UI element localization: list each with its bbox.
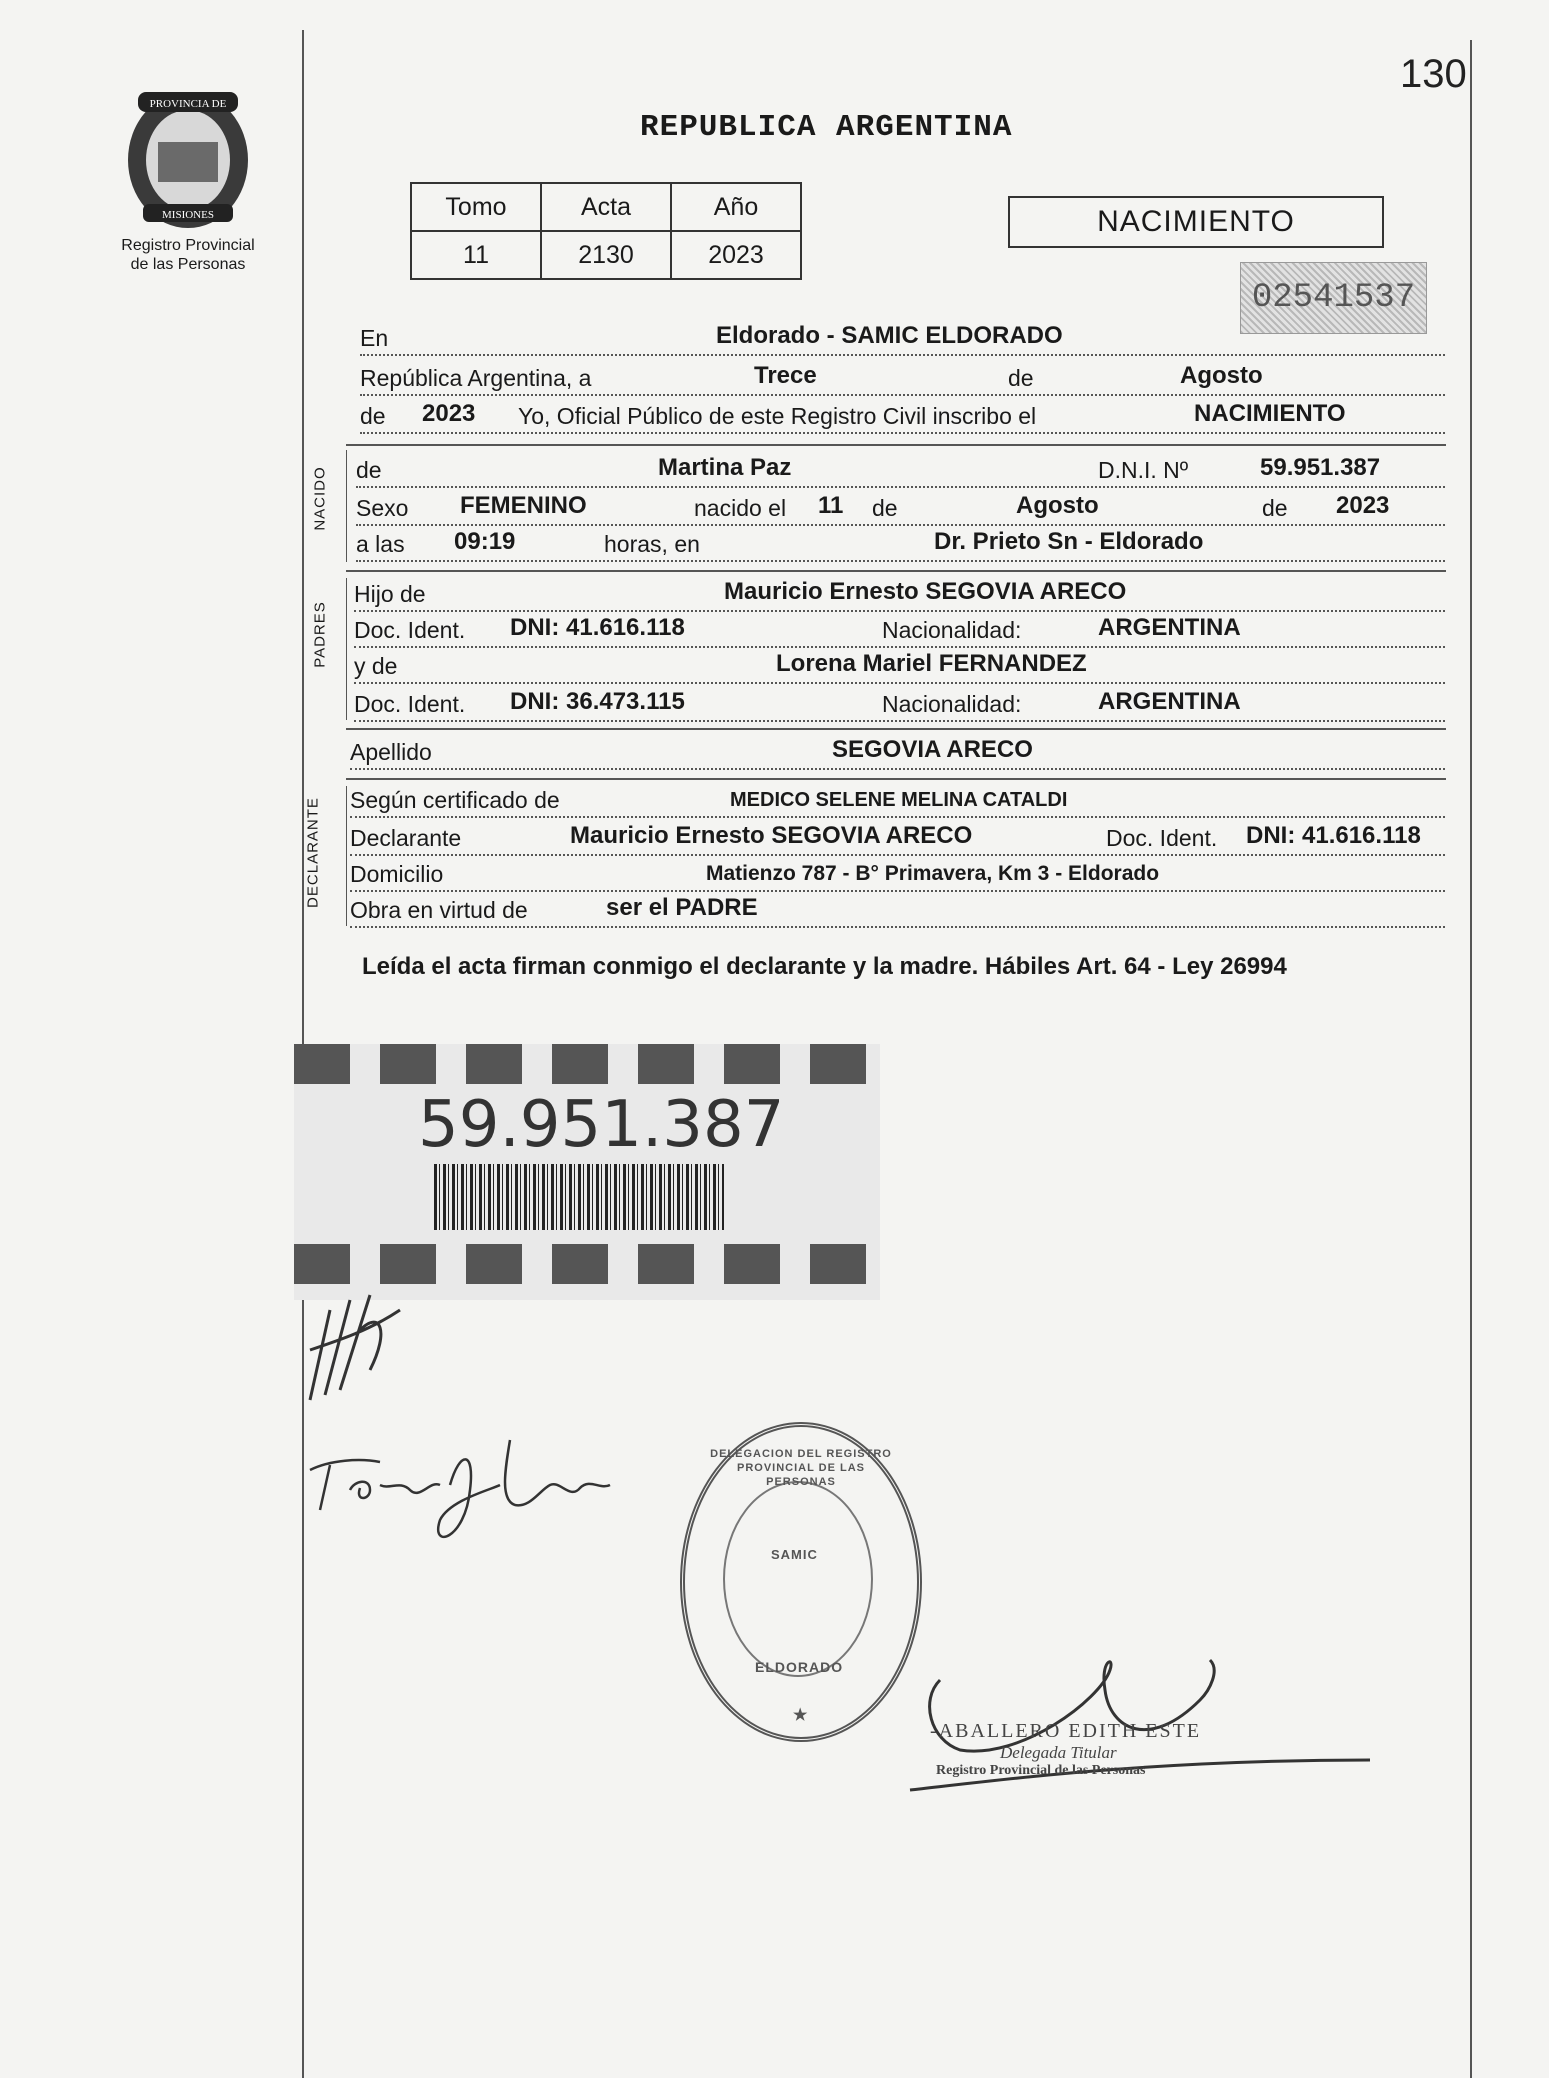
section-divider [346,728,1446,730]
official-stamp [930,1720,1270,1779]
field-year-prefix: de [360,403,386,429]
field-certificado-label: Según certificado de [350,787,560,813]
barcode-number: 59.951.387 [418,1088,785,1162]
field-doc-madre-label: Doc. Ident. [354,691,466,717]
field-hora-place: Dr. Prieto Sn - Eldorado [934,528,1204,555]
field-apellido [350,734,1445,770]
logo-seal-bottom-text: MISIONES [162,209,214,221]
field-nacido-de-month-label: de [872,495,898,521]
official-stamp-office: Registro Provincial de las Personas [936,1763,1146,1778]
field-nacido-el-label: nacido el [694,495,787,521]
logo-caption [88,236,288,274]
field-y-de-label: y de [354,653,398,679]
field-hijo-de-value: Mauricio Ernesto SEGOVIA ARECO [724,578,1127,605]
field-obra [350,892,1445,928]
field-doc-padre-value: DNI: 41.616.118 [510,614,685,641]
table-header-tomo: Tomo [411,183,541,231]
father-signature [300,1290,410,1410]
barcode-pattern-band-bottom [294,1244,880,1284]
field-republica-de-label: de [1008,365,1034,391]
field-y-de-value: Lorena Mariel FERNANDEZ [776,650,1087,677]
field-apellido-value: SEGOVIA ARECO [832,736,1033,763]
field-hora-label: a las [356,531,405,557]
field-doc-madre [354,686,1445,722]
field-republica-day: Trece [754,362,817,389]
barcode-label [294,1044,880,1300]
field-en [360,320,1445,356]
field-obra-value: ser el PADRE [606,894,758,921]
logo-caption-line2: de las Personas [130,256,246,273]
field-doc-padre [354,612,1445,648]
registry-table [410,182,802,280]
field-nacido-de [356,452,1445,488]
closing-text: Leída el acta firman conmigo el declarante y la madre. Hábiles Art. 64 - Ley 26994 [362,953,1287,980]
document-type-box: NACIMIENTO [1008,196,1384,248]
field-domicilio-value: Matienzo 787 - B° Primavera, Km 3 - Eldorado [706,862,1160,885]
field-nac-madre-value: ARGENTINA [1098,688,1241,715]
field-declarante-label: Declarante [350,825,462,851]
document-title: REPUBLICA ARGENTINA [640,110,1013,145]
official-stamp-name: -ABALLERO EDITH ESTE [930,1720,1202,1742]
field-hora-value: 09:19 [454,528,516,555]
field-horas-label: horas, en [604,531,700,557]
field-y-de [354,648,1445,684]
section-divider [346,570,1446,572]
registry-seal-inner [723,1481,873,1677]
logo-caption-line1: Registro Provincial [121,237,255,254]
official-stamp-role: Delegada Titular [1000,1743,1117,1762]
field-nacido-year: 2023 [1336,492,1390,519]
field-obra-label: Obra en virtud de [350,897,528,923]
seal-inner-line1: SAMIC [771,1547,818,1562]
field-declarante [350,820,1445,856]
field-declarante-doc-label: Doc. Ident. [1106,825,1218,851]
field-nacido-month: Agosto [1016,492,1099,519]
field-nacido-de-label: de [356,457,382,483]
field-domicilio [350,856,1445,892]
barcode-bars [434,1164,724,1230]
field-nac-padre-label: Nacionalidad: [882,617,1022,643]
field-sexo [356,490,1445,526]
logo-seal-top-text: PROVINCIA DE [149,98,227,110]
field-declarante-value: Mauricio Ernesto SEGOVIA ARECO [570,822,973,849]
field-nacido-dni: 59.951.387 [1260,454,1381,481]
field-en-value: Eldorado - SAMIC ELDORADO [716,322,1063,349]
field-apellido-label: Apellido [350,739,432,765]
field-hijo-de [354,576,1445,612]
field-certificado [350,782,1445,818]
field-domicilio-label: Domicilio [350,861,444,887]
field-republica-month: Agosto [1180,362,1263,389]
table-value-acta: 2130 [541,231,671,279]
section-divider [346,444,1446,446]
barcode-pattern-band-top [294,1044,880,1084]
field-republica [360,360,1445,396]
field-year-value: 2023 [422,400,476,427]
table-header-ano: Año [671,183,801,231]
field-year-text: Yo, Oficial Público de este Registro Civil inscribo el [518,403,1037,429]
field-certificado-value: MEDICO SELENE MELINA CATALDI [730,789,1068,811]
field-nacido-day: 11 [818,492,844,519]
field-sexo-value: FEMENINO [460,492,587,519]
table-value-tomo: 11 [411,231,541,279]
field-nac-padre-value: ARGENTINA [1098,614,1241,641]
field-nacido-name: Martina Paz [658,454,792,481]
province-seal-logo [118,82,258,232]
side-label-nacido: NACIDO [311,466,329,531]
field-declarante-doc: DNI: 41.616.118 [1246,822,1421,849]
registry-seal [680,1422,922,1742]
field-nac-madre-label: Nacionalidad: [882,691,1022,717]
field-en-label: En [360,325,389,351]
field-republica-label: República Argentina, a [360,365,592,391]
seal-ring-text: DELEGACION DEL REGISTRO PROVINCIAL DE LAS PERSONAS [710,1448,892,1488]
seal-star-icon: ★ [793,1707,809,1724]
side-label-padres: PADRES [311,601,329,668]
section-divider [346,778,1446,780]
section-bracket-declarante [346,786,347,926]
field-hora [356,526,1445,562]
seal-inner-line2: ELDORADO [755,1659,844,1675]
mother-signature [300,1430,640,1560]
field-nacido-dni-label: D.N.I. Nº [1098,457,1189,483]
right-margin-line [1470,40,1472,2078]
field-doc-madre-value: DNI: 36.473.115 [510,688,685,715]
field-year-registro-value: NACIMIENTO [1194,400,1346,427]
table-header-acta: Acta [541,183,671,231]
side-label-declarante: DECLARANTE [304,797,322,908]
field-year-line [360,398,1445,434]
field-sexo-label: Sexo [356,495,409,521]
field-doc-padre-label: Doc. Ident. [354,617,466,643]
page-number: 130 [1400,52,1467,96]
section-bracket-padres [346,578,347,720]
section-bracket-nacido [346,450,347,562]
serial-stamp-number: 02541537 [1251,279,1416,317]
field-hijo-de-label: Hijo de [354,581,426,607]
table-value-ano: 2023 [671,231,801,279]
field-nacido-de-year-label: de [1262,495,1288,521]
